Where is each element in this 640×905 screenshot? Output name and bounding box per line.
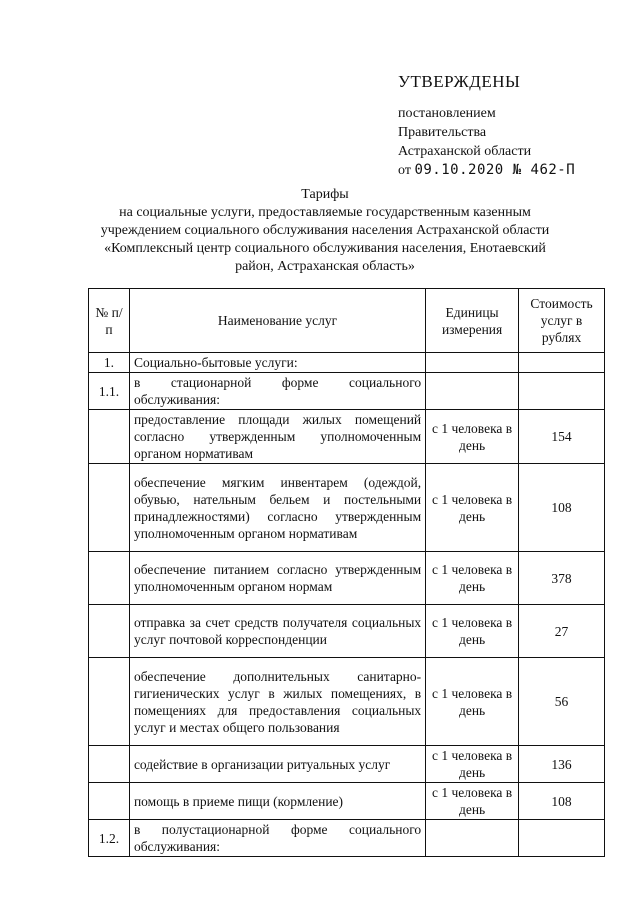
title-line-1: Тарифы [301, 187, 349, 202]
cell-unit [426, 820, 519, 857]
table-row [89, 552, 605, 605]
table-row [89, 746, 605, 783]
cell-service: помощь в приеме пищи (кормление) [129, 783, 425, 820]
cell-num [89, 410, 130, 464]
approval-line-decree: постановлением [398, 106, 496, 121]
cell-price: 27 [519, 605, 605, 658]
cell-unit: с 1 человека в день [426, 746, 519, 783]
cell-num [89, 746, 130, 783]
cell-unit: с 1 человека в день [426, 464, 519, 552]
cell-num: 1.2. [89, 820, 130, 857]
cell-unit: с 1 человека в день [426, 783, 519, 820]
document-title [90, 186, 560, 276]
table-row [89, 605, 605, 658]
cell-price: 108 [519, 464, 605, 552]
cell-num: 1.1. [89, 373, 130, 410]
cell-service: отправка за счет средств получателя социальных услуг почтовой корреспонденции [129, 605, 425, 658]
approval-date-prefix: от [398, 163, 411, 178]
cell-service: обеспечение питанием согласно утвержденным уполномоченным органом нормам [129, 552, 425, 605]
header-service: Наименование услуг [129, 289, 425, 353]
table-row [89, 658, 605, 746]
approval-heading: УТВЕРЖДЕНЫ [398, 72, 521, 91]
header-num: № п/п [89, 289, 130, 353]
cell-price [519, 353, 605, 373]
cell-service: Социально-бытовые услуги: [129, 353, 425, 373]
cell-num [89, 464, 130, 552]
approval-line-government: Правительства [398, 125, 487, 140]
table-row [89, 373, 605, 410]
approval-date-number: 09.10.2020 № 462-П [414, 162, 576, 178]
cell-unit [426, 373, 519, 410]
cell-service: содействие в организации ритуальных услуг [129, 746, 425, 783]
cell-unit: с 1 человека в день [426, 605, 519, 658]
cell-unit: с 1 человека в день [426, 552, 519, 605]
approval-line-region: Астраханской области [398, 144, 532, 159]
table-row [89, 353, 605, 373]
cell-price: 56 [519, 658, 605, 746]
cell-num: 1. [89, 353, 130, 373]
table-row [89, 783, 605, 820]
cell-price [519, 373, 605, 410]
table-row [89, 410, 605, 464]
cell-unit: с 1 человека в день [426, 658, 519, 746]
header-price: Стоимость услуг в рублях [519, 289, 605, 353]
cell-num [89, 783, 130, 820]
table-row [89, 820, 605, 857]
approval-line-date [398, 161, 575, 180]
cell-num [89, 605, 130, 658]
cell-service: в стационарной форме социального обслуживания: [129, 373, 425, 410]
title-line-2: на социальные услуги, предоставляемые государственным казенным [119, 205, 531, 220]
cell-price: 136 [519, 746, 605, 783]
table-header-row [89, 289, 605, 353]
cell-service: обеспечение мягким инвентарем (одеждой, обувью, нательным бельем и постельными принадлежностями) согласно утвержденным уполномоченным органом нормативам [129, 464, 425, 552]
cell-price: 378 [519, 552, 605, 605]
cell-price: 108 [519, 783, 605, 820]
cell-price [519, 820, 605, 857]
cell-num [89, 552, 130, 605]
cell-service: обеспечение дополнительных санитарно-гигиенических услуг в жилых помещениях, в помещениях для предоставления социальных услуг и местах общего пользования [129, 658, 425, 746]
cell-num [89, 658, 130, 746]
cell-service: предоставление площади жилых помещений согласно утвержденным уполномоченным органом нормативам [129, 410, 425, 464]
header-unit: Единицы измерения [426, 289, 519, 353]
cell-price: 154 [519, 410, 605, 464]
table-row [89, 464, 605, 552]
cell-service: в полустационарной форме социального обслуживания: [129, 820, 425, 857]
tariffs-table [88, 288, 605, 857]
title-line-4: «Комплексный центр социального обслуживания населения, Енотаевский [104, 241, 546, 256]
approval-block [398, 72, 575, 180]
cell-unit: с 1 человека в день [426, 410, 519, 464]
title-line-5: район, Астраханская область» [235, 259, 415, 274]
title-line-3: учреждением социального обслуживания населения Астраханской области [100, 223, 550, 238]
cell-unit [426, 353, 519, 373]
